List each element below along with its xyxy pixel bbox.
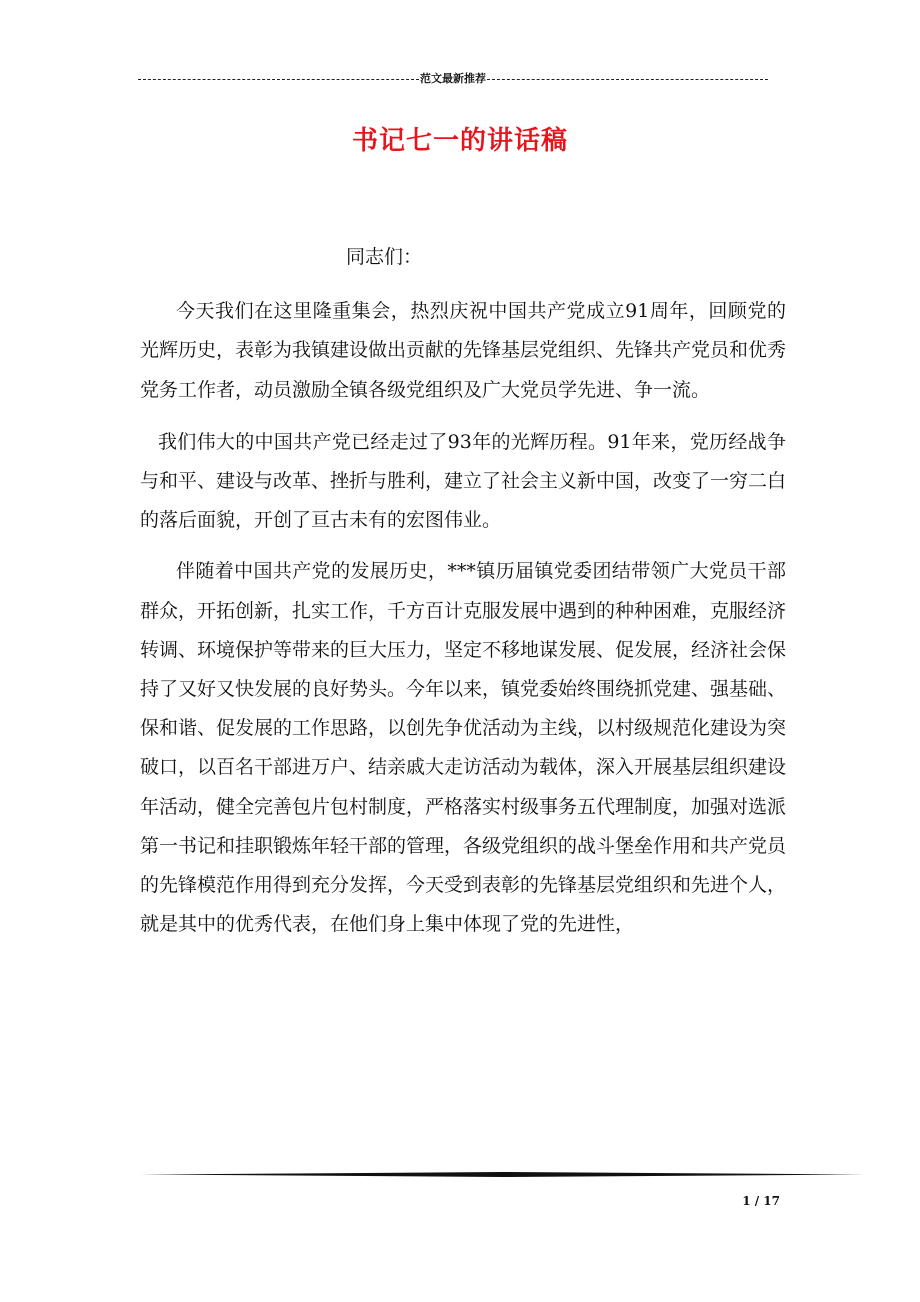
header-label: 范文最新推荐 (420, 72, 486, 85)
footer-rule (140, 1172, 864, 1177)
document-title: 书记七一的讲话稿 (351, 126, 568, 156)
page-number: 1 / 17 (742, 1194, 780, 1208)
body-paragraph: 我们伟大的中国共产党已经走过了93年的光辉历程。91年来，党历经战争与和平、建设与改革、挫折与胜利，建立了社会主义新中国，改变了一穷二白的落后面貌，开创了亘古未有的宏图伟业。 (140, 430, 787, 532)
page-header (138, 68, 768, 88)
salutation: 同志们： (346, 246, 423, 268)
body-paragraph: 今天我们在这里隆重集会，热烈庆祝中国共产党成立91周年，回顾党的光辉历史，表彰为我镇建设做出贡献的先锋基层党组织、先锋共产党员和优秀党务工作者，动员激励全镇各级党组织及广大党员学先进、争一流。 (140, 300, 787, 401)
document-body (140, 238, 786, 944)
header-dash-left (138, 79, 419, 80)
header-dash-right (487, 79, 768, 80)
body-paragraph: 伴随着中国共产党的发展历史，***镇历届镇党委团结带领广大党员干部群众，开拓创新，扎实工作，千方百计克服发展中遇到的种种困难，克服经济转调、环境保护等带来的巨大压力，坚定不移地谋发展、促发展，经济社会保持了又好又快发展的良好势头。今年以来，镇党委始终围绕抓党建、强基础、保和谐、促发展的工作思路，以创先争优活动为主线，以村级规范化建设为突破口，以百名干部进万户、结亲戚大走访活动为载体，深入开展基层组织建设年活动，健全完善包片包村制度，严格落实村级事务五代理制度，加强对选派第一书记和挂职锻炼年轻干部的管理，各级党组织的战斗堡垒作用和共产党员的先锋模范作用得到充分发挥，今天受到表彰的先锋基层党组织和先进个人，就是其中的优秀代表，在他们身上集中体现了党的先进性， (140, 560, 787, 936)
